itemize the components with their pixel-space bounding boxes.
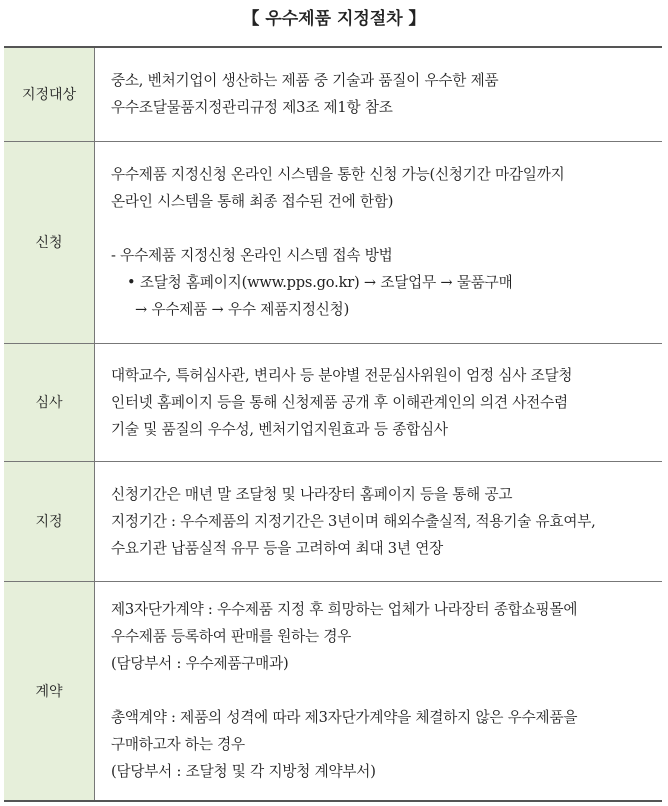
content-line: 구매하고자 하는 경우 <box>111 736 245 754</box>
content-line: (담당부서 : 조달청 및 각 지방청 계약부서) <box>111 763 376 781</box>
row-content-review <box>95 343 663 461</box>
row-label-review: 심사 <box>4 343 95 461</box>
content-line: 우수제품 등록하여 판매를 원하는 경우 <box>111 628 352 646</box>
content-line: 인터넷 홈페이지 등을 통해 신청제품 공개 후 이해관계인의 의견 사전수렴 <box>111 393 568 411</box>
content-line: 제3자단가계약 : 우수제품 지정 후 희망하는 업체가 나라장터 종합쇼핑몰에 <box>111 601 578 619</box>
content-line: 대학교수, 특허심사관, 변리사 등 분야별 전문심사위원이 엄정 심사 조달청 <box>111 366 573 384</box>
row-content-contract <box>95 581 663 801</box>
row-label-designation: 지정 <box>4 461 95 581</box>
content-line: 신청기간은 매년 말 조달청 및 나라장터 홈페이지 등을 통해 공고 <box>111 485 513 503</box>
table-row <box>4 343 662 461</box>
row-label-application: 신청 <box>4 141 95 343</box>
bullet-line: • 조달청 홈페이지(www.pps.go.kr) → 조달업무 → 물품구매 <box>127 274 513 291</box>
content-line: 지정기간 : 우수제품의 지정기간은 3년이며 해외수출실적, 적용기술 유효여부, <box>111 512 596 530</box>
table-row <box>4 47 662 141</box>
table-row <box>4 581 662 801</box>
procedure-table <box>4 46 662 802</box>
row-content-designation <box>95 461 663 581</box>
row-content-target <box>95 47 663 141</box>
content-line: - 우수제품 지정신청 온라인 시스템 접속 방법 <box>111 247 393 264</box>
table-row <box>4 141 662 343</box>
row-content-application <box>95 141 663 343</box>
page-title: 【 우수제품 지정절차 】 <box>242 9 426 29</box>
row-label-contract: 계약 <box>4 581 95 801</box>
table-row <box>4 461 662 581</box>
content-line: 중소, 벤처기업이 생산하는 제품 중 기술과 품질이 우수한 제품 <box>111 72 499 90</box>
content-line: 수요기관 납품실적 유무 등을 고려하여 최대 3년 연장 <box>111 539 444 557</box>
bullet-continuation: → 우수제품 → 우수 제품지정신청) <box>135 301 350 318</box>
row-label-target: 지정대상 <box>4 47 95 141</box>
content-line: 온라인 시스템을 통해 최종 접수된 건에 한함) <box>111 193 394 210</box>
content-line: (담당부서 : 우수제품구매과) <box>111 655 289 673</box>
content-line: 기술 및 품질의 우수성, 벤처기업지원효과 등 종합심사 <box>111 420 448 438</box>
content-line: 총액계약 : 제품의 성격에 따라 제3자단가계약을 체결하지 않은 우수제품을 <box>111 709 578 727</box>
content-line: 우수제품 지정신청 온라인 시스템을 통한 신청 가능(신청기간 마감일까지 <box>111 166 565 183</box>
content-line: 우수조달물품지정관리규정 제3조 제1항 참조 <box>111 99 393 117</box>
